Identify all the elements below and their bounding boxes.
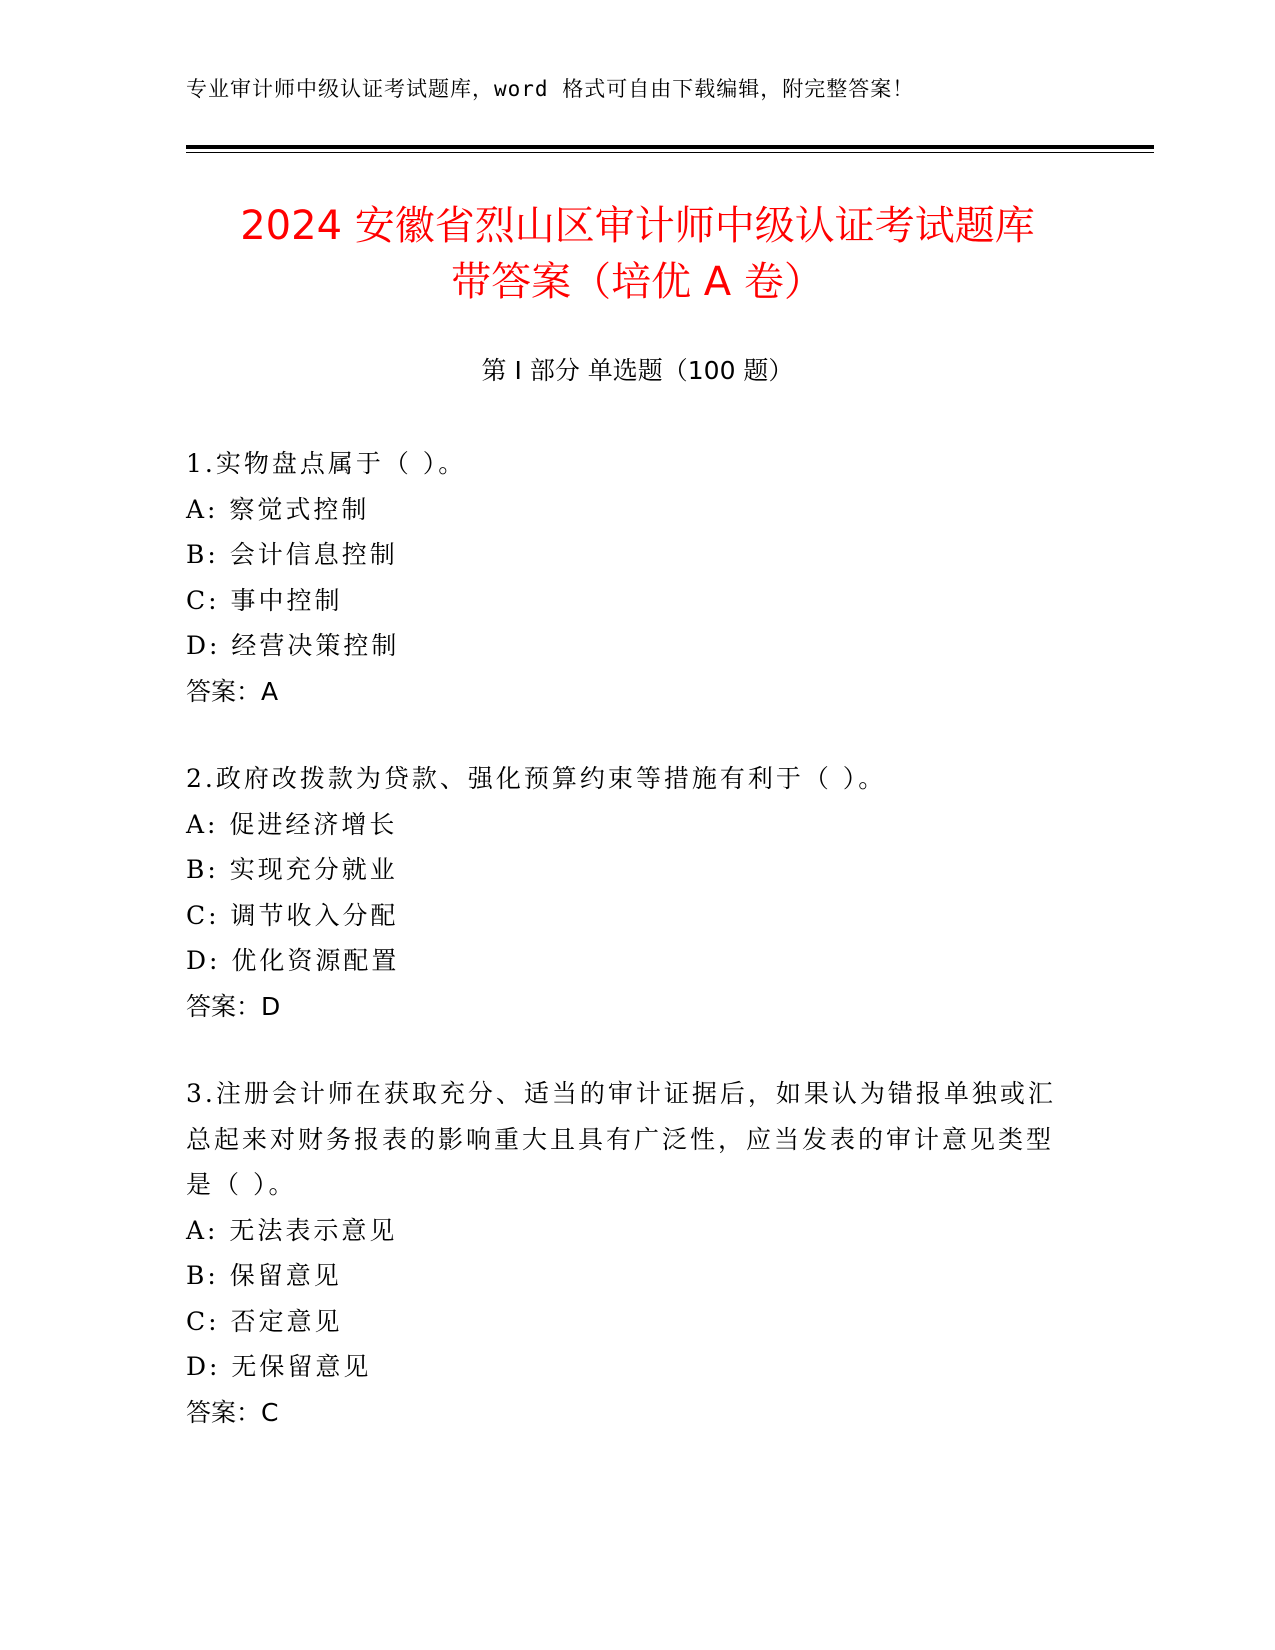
option-b: B: 会计信息控制 bbox=[186, 540, 398, 569]
question-3 bbox=[186, 1071, 1066, 1435]
question-stem: 2.政府改拨款为贷款、强化预算约束等措施有利于（ ）。 bbox=[186, 764, 887, 793]
option-d: D: 优化资源配置 bbox=[186, 946, 400, 975]
section-title: 第 I 部分 单选题（100 题） bbox=[481, 356, 794, 385]
option-c: C: 否定意见 bbox=[186, 1306, 343, 1336]
option-b: B: 保留意见 bbox=[186, 1261, 342, 1290]
option-c: C: 调节收入分配 bbox=[186, 900, 399, 930]
question-2 bbox=[186, 756, 1066, 1029]
header-divider-thick bbox=[186, 145, 1154, 149]
question-stem: 1.实物盘点属于（ ）。 bbox=[186, 449, 467, 478]
question-1 bbox=[186, 441, 1066, 714]
answer-line: 答案：C bbox=[186, 1397, 279, 1427]
document-title bbox=[130, 198, 1145, 310]
answer-line: 答案：D bbox=[186, 991, 281, 1021]
question-list bbox=[186, 441, 1066, 1477]
question-stem: 3.注册会计师在获取充分、适当的审计证据后，如果认为错报单独或汇总起来对财务报表的影响重大且具有广泛性，应当发表的审计意见类型是（ ）。 bbox=[186, 1079, 1056, 1199]
option-d: D: 经营决策控制 bbox=[186, 631, 400, 660]
document-title-line-1: 2024 安徽省烈山区审计师中级认证考试题库 bbox=[240, 203, 1035, 249]
header-note: 专业审计师中级认证考试题库，word 格式可自由下载编辑，附完整答案！ bbox=[186, 77, 915, 101]
document-title-line-2: 带答案（培优 A 卷） bbox=[451, 259, 824, 305]
option-c: C: 事中控制 bbox=[186, 585, 343, 615]
option-a: A: 察觉式控制 bbox=[186, 494, 370, 524]
option-b: B: 实现充分就业 bbox=[186, 855, 398, 884]
option-a: A: 无法表示意见 bbox=[186, 1215, 398, 1245]
answer-line: 答案：A bbox=[186, 676, 279, 706]
option-a: A: 促进经济增长 bbox=[186, 809, 398, 839]
option-d: D: 无保留意见 bbox=[186, 1352, 372, 1381]
header-divider-thin bbox=[186, 152, 1154, 153]
